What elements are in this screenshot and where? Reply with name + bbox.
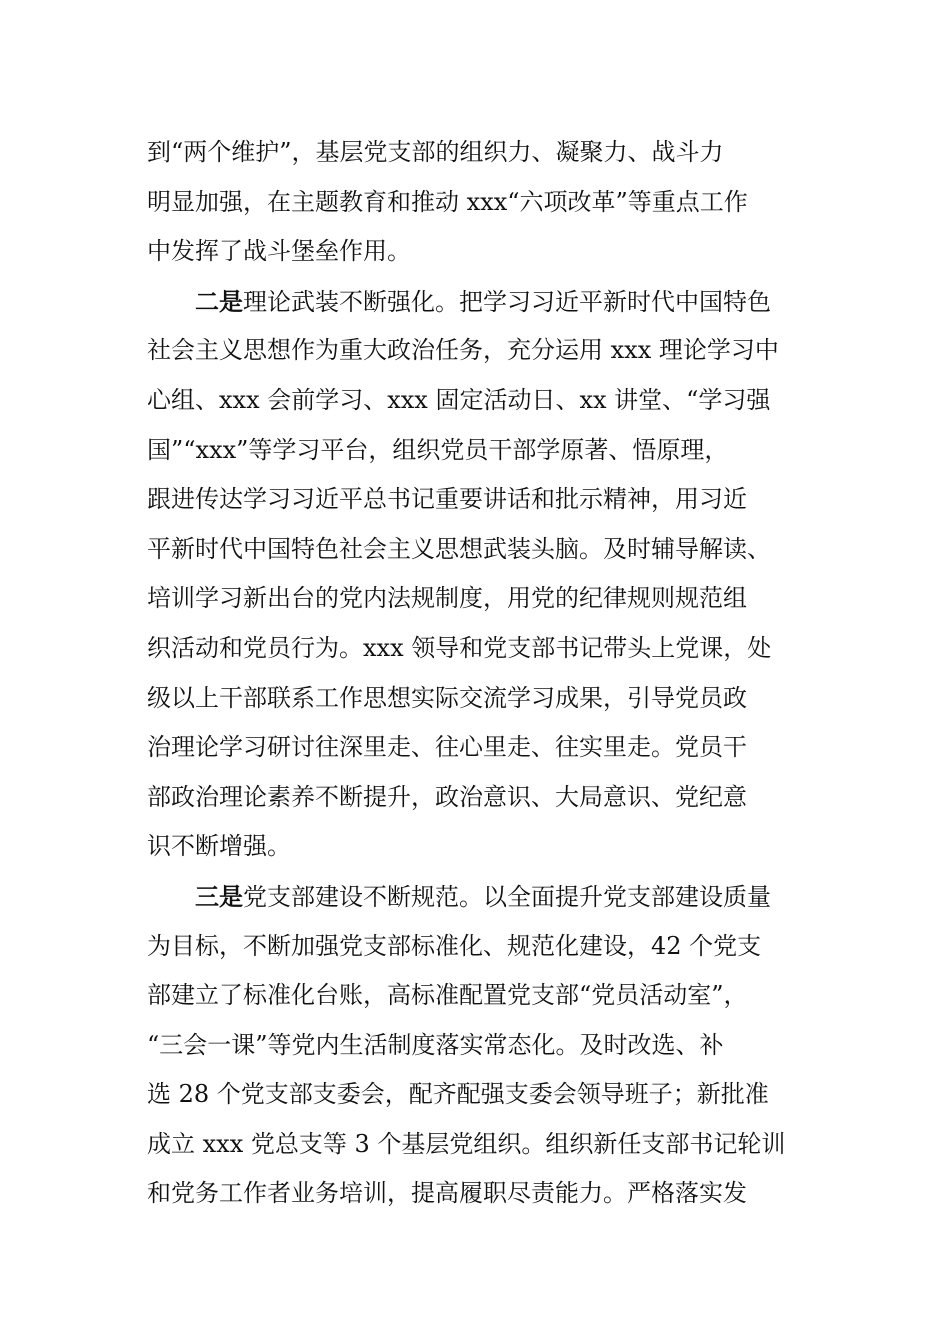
- paragraph-line: 心组、xxx 会前学习、xxx 固定活动日、xx 讲堂、“学习强: [147, 385, 771, 414]
- paragraph-line: 社会主义思想作为重大政治任务，充分运用 xxx 理论学习中: [147, 336, 779, 365]
- paragraph-first-line: [147, 277, 807, 327]
- paragraph-line: 和党务工作者业务培训，提高履职尽责能力。严格落实发: [147, 1179, 747, 1208]
- paragraph-line-text: 理论武装不断强化。把学习习近平新时代中国特色: [243, 287, 771, 316]
- document-body: [147, 128, 807, 1219]
- paragraph-line: 选 28 个党支部支委会，配齐配强支委会领导班子；新批准: [147, 1080, 769, 1109]
- paragraph-line: 中发挥了战斗堡垒作用。: [147, 237, 411, 266]
- paragraph-line: “三会一课”等党内生活制度落实常态化。及时改选、补: [147, 1030, 724, 1059]
- paragraph-lead: 三是: [195, 881, 243, 911]
- paragraph-line: 到“两个维护”，基层党支部的组织力、凝聚力、战斗力: [147, 138, 724, 166]
- paragraph-line: 为目标，不断加强党支部标准化、规范化建设，42 个党支: [147, 931, 762, 960]
- paragraph-3: [147, 872, 807, 1219]
- paragraph-1: [147, 128, 807, 277]
- paragraph-line: 国”“xxx”等学习平台，组织党员干部学原著、悟原理，: [147, 435, 729, 464]
- paragraph-line: 培训学习新出台的党内法规制度，用党的纪律规则规范组: [147, 584, 747, 613]
- paragraph-line: 织活动和党员行为。xxx 领导和党支部书记带头上党课，处: [147, 633, 772, 662]
- paragraph-line: 治理论学习研讨往深里走、往心里走、往实里走。党员干: [147, 733, 747, 762]
- paragraph-line-text: 党支部建设不断规范。以全面提升党支部建设质量: [243, 882, 771, 911]
- paragraph-line: 成立 xxx 党总支等 3 个基层党组织。组织新任支部书记轮训: [147, 1129, 786, 1158]
- paragraph-line: 级以上干部联系工作思想实际交流学习成果，引导党员政: [147, 683, 747, 712]
- paragraph-line: 跟进传达学习习近平总书记重要讲话和批示精神，用习近: [147, 485, 747, 514]
- paragraph-line: 部政治理论素养不断提升，政治意识、大局意识、党纪意: [147, 782, 747, 811]
- paragraph-2: [147, 277, 807, 872]
- paragraph-first-line: [147, 872, 807, 922]
- paragraph-line: 识不断增强。: [147, 832, 291, 861]
- paragraph-lead: 二是: [195, 286, 243, 316]
- paragraph-line: 平新时代中国特色社会主义思想武装头脑。及时辅导解读、: [147, 534, 771, 563]
- paragraph-line: 明显加强，在主题教育和推动 xxx“六项改革”等重点工作: [147, 187, 748, 216]
- paragraph-line: 部建立了标准化台账，高标准配置党支部“党员活动室”，: [147, 981, 748, 1010]
